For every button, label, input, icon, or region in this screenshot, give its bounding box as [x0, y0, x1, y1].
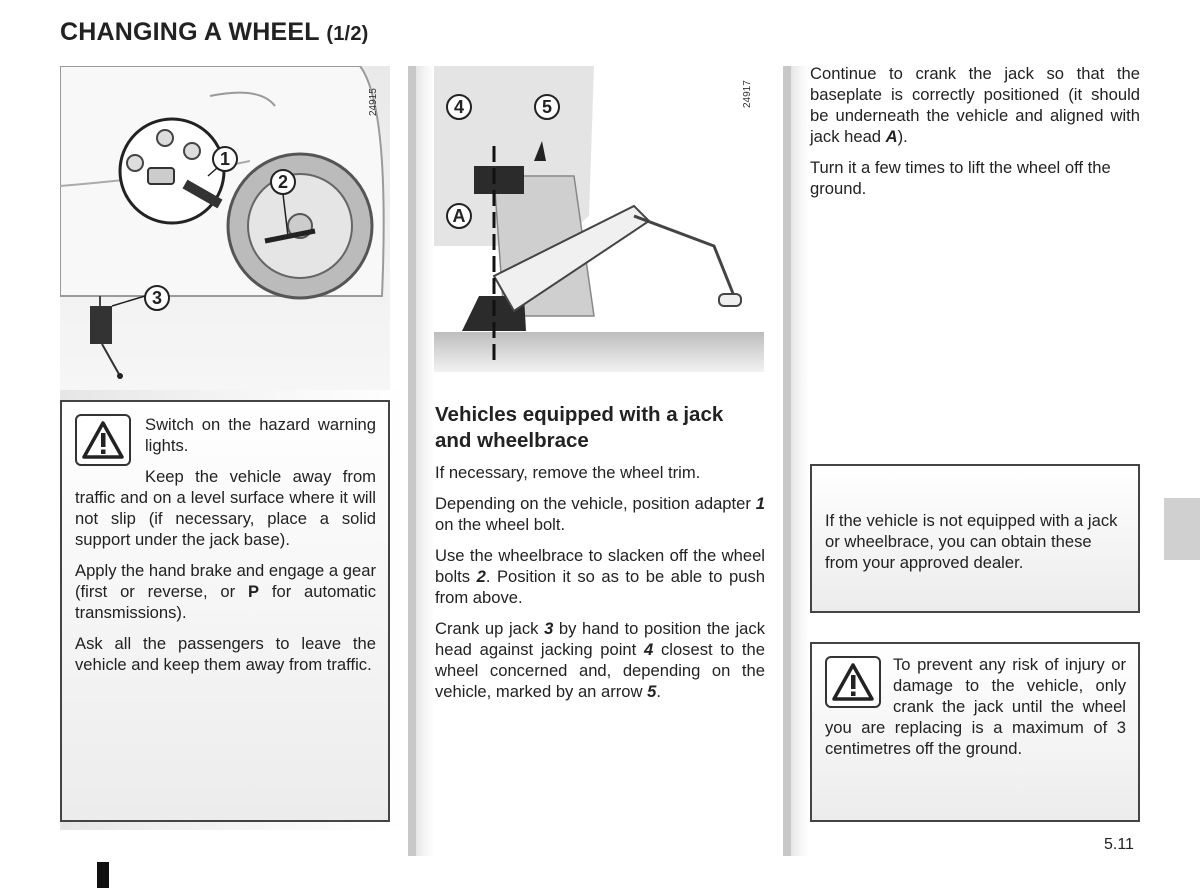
- ref-number: 4: [644, 640, 654, 659]
- text-run: .: [656, 682, 661, 701]
- warning-keep-away: Keep the vehicle away from traffic and on a level surface where it will not slip (if necessary, place a solid support under the jack base).: [75, 467, 376, 549]
- chapter-tab: [1164, 498, 1200, 560]
- figure-reference: 24917: [742, 80, 753, 108]
- text-run: Continue to crank the jack so that the baseplate is correctly positioned (it should be underneath the vehicle and aligned with jack head: [810, 64, 1140, 146]
- text-run: . Position it so as to be able to push from above.: [435, 567, 765, 607]
- text-run: Crank up jack: [435, 619, 545, 638]
- figure-reference: 24915: [368, 88, 379, 116]
- ref-letter: A: [885, 127, 898, 146]
- callout-a: A: [446, 203, 472, 229]
- warning-icon: [75, 414, 131, 466]
- step-adapter: [435, 493, 765, 535]
- ref-number: 5: [647, 682, 657, 701]
- warning-hand-brake: [75, 560, 376, 623]
- callout-4: 4: [446, 94, 472, 120]
- text-run: ).: [897, 127, 908, 146]
- middle-column-shade: [416, 66, 434, 856]
- title-part: (1/2): [326, 23, 369, 45]
- step-continue-crank: [810, 63, 1140, 147]
- right-text-column: [810, 63, 1140, 209]
- warning-icon: [825, 656, 881, 708]
- note-approved-dealer: If the vehicle is not equipped with a jack or wheelbrace, you can obtain these from your approved dealer.: [825, 511, 1118, 572]
- right-column-shade: [791, 66, 809, 856]
- figure-jack-positioning: [434, 66, 764, 390]
- column-separator-2: [783, 66, 791, 856]
- hazard-warning-box: [60, 400, 390, 822]
- title-text: CHANGING A WHEEL: [60, 18, 320, 46]
- jack-illustration: [434, 66, 764, 390]
- callout-2: 2: [270, 169, 296, 195]
- callout-5: 5: [534, 94, 560, 120]
- step-wheel-trim: If necessary, remove the wheel trim.: [435, 463, 701, 482]
- step-crank-jack: [435, 618, 765, 702]
- text-run: Apply the hand brake and engage a gear (first or reverse, or: [75, 561, 376, 601]
- step-wheelbrace: [435, 545, 765, 608]
- section-heading: Vehicles equipped with a jack and wheelbrace: [435, 403, 724, 452]
- page-number: 5.11: [1104, 836, 1134, 853]
- warning-passengers: Ask all the passengers to leave the vehicle and keep them away from traffic.: [75, 634, 376, 674]
- ref-number: 1: [755, 494, 765, 513]
- text-run: for automatic transmissions).: [75, 582, 377, 622]
- figure-wheel-and-jack: [60, 66, 390, 390]
- text-run: closest to the wheel concerned and, depending on the vehicle, marked by an arrow: [435, 640, 765, 701]
- middle-text-column: [435, 402, 765, 712]
- ref-number: 2: [476, 567, 486, 586]
- text-run: Use the wheelbrace to slacken off the wheel bolts: [435, 546, 765, 586]
- text-run: on the wheel bolt.: [435, 515, 566, 534]
- warning-hazard-lights: Switch on the hazard warning lights.: [145, 415, 376, 455]
- text-run: by hand to position the jack head against jacking point: [435, 619, 765, 659]
- car-wheel-illustration: [60, 66, 390, 390]
- ref-number: 3: [544, 619, 554, 638]
- page-title: [60, 18, 369, 47]
- lift-height-warning-box: [810, 642, 1140, 822]
- park-letter: P: [247, 582, 260, 601]
- note-box: [810, 464, 1140, 613]
- text-run: Depending on the vehicle, position adapter: [435, 494, 756, 513]
- step-lift-wheel: Turn it a few times to lift the wheel off the ground.: [810, 158, 1111, 198]
- page-marker: [97, 862, 109, 888]
- column-separator-1: [408, 66, 416, 856]
- warning-lift-height: To prevent any risk of injury or damage to the vehicle, only crank the jack until the wheel you are replacing is a maximum of 3 centimetres off the ground.: [825, 655, 1126, 758]
- callout-3: 3: [144, 285, 170, 311]
- callout-1: 1: [212, 146, 238, 172]
